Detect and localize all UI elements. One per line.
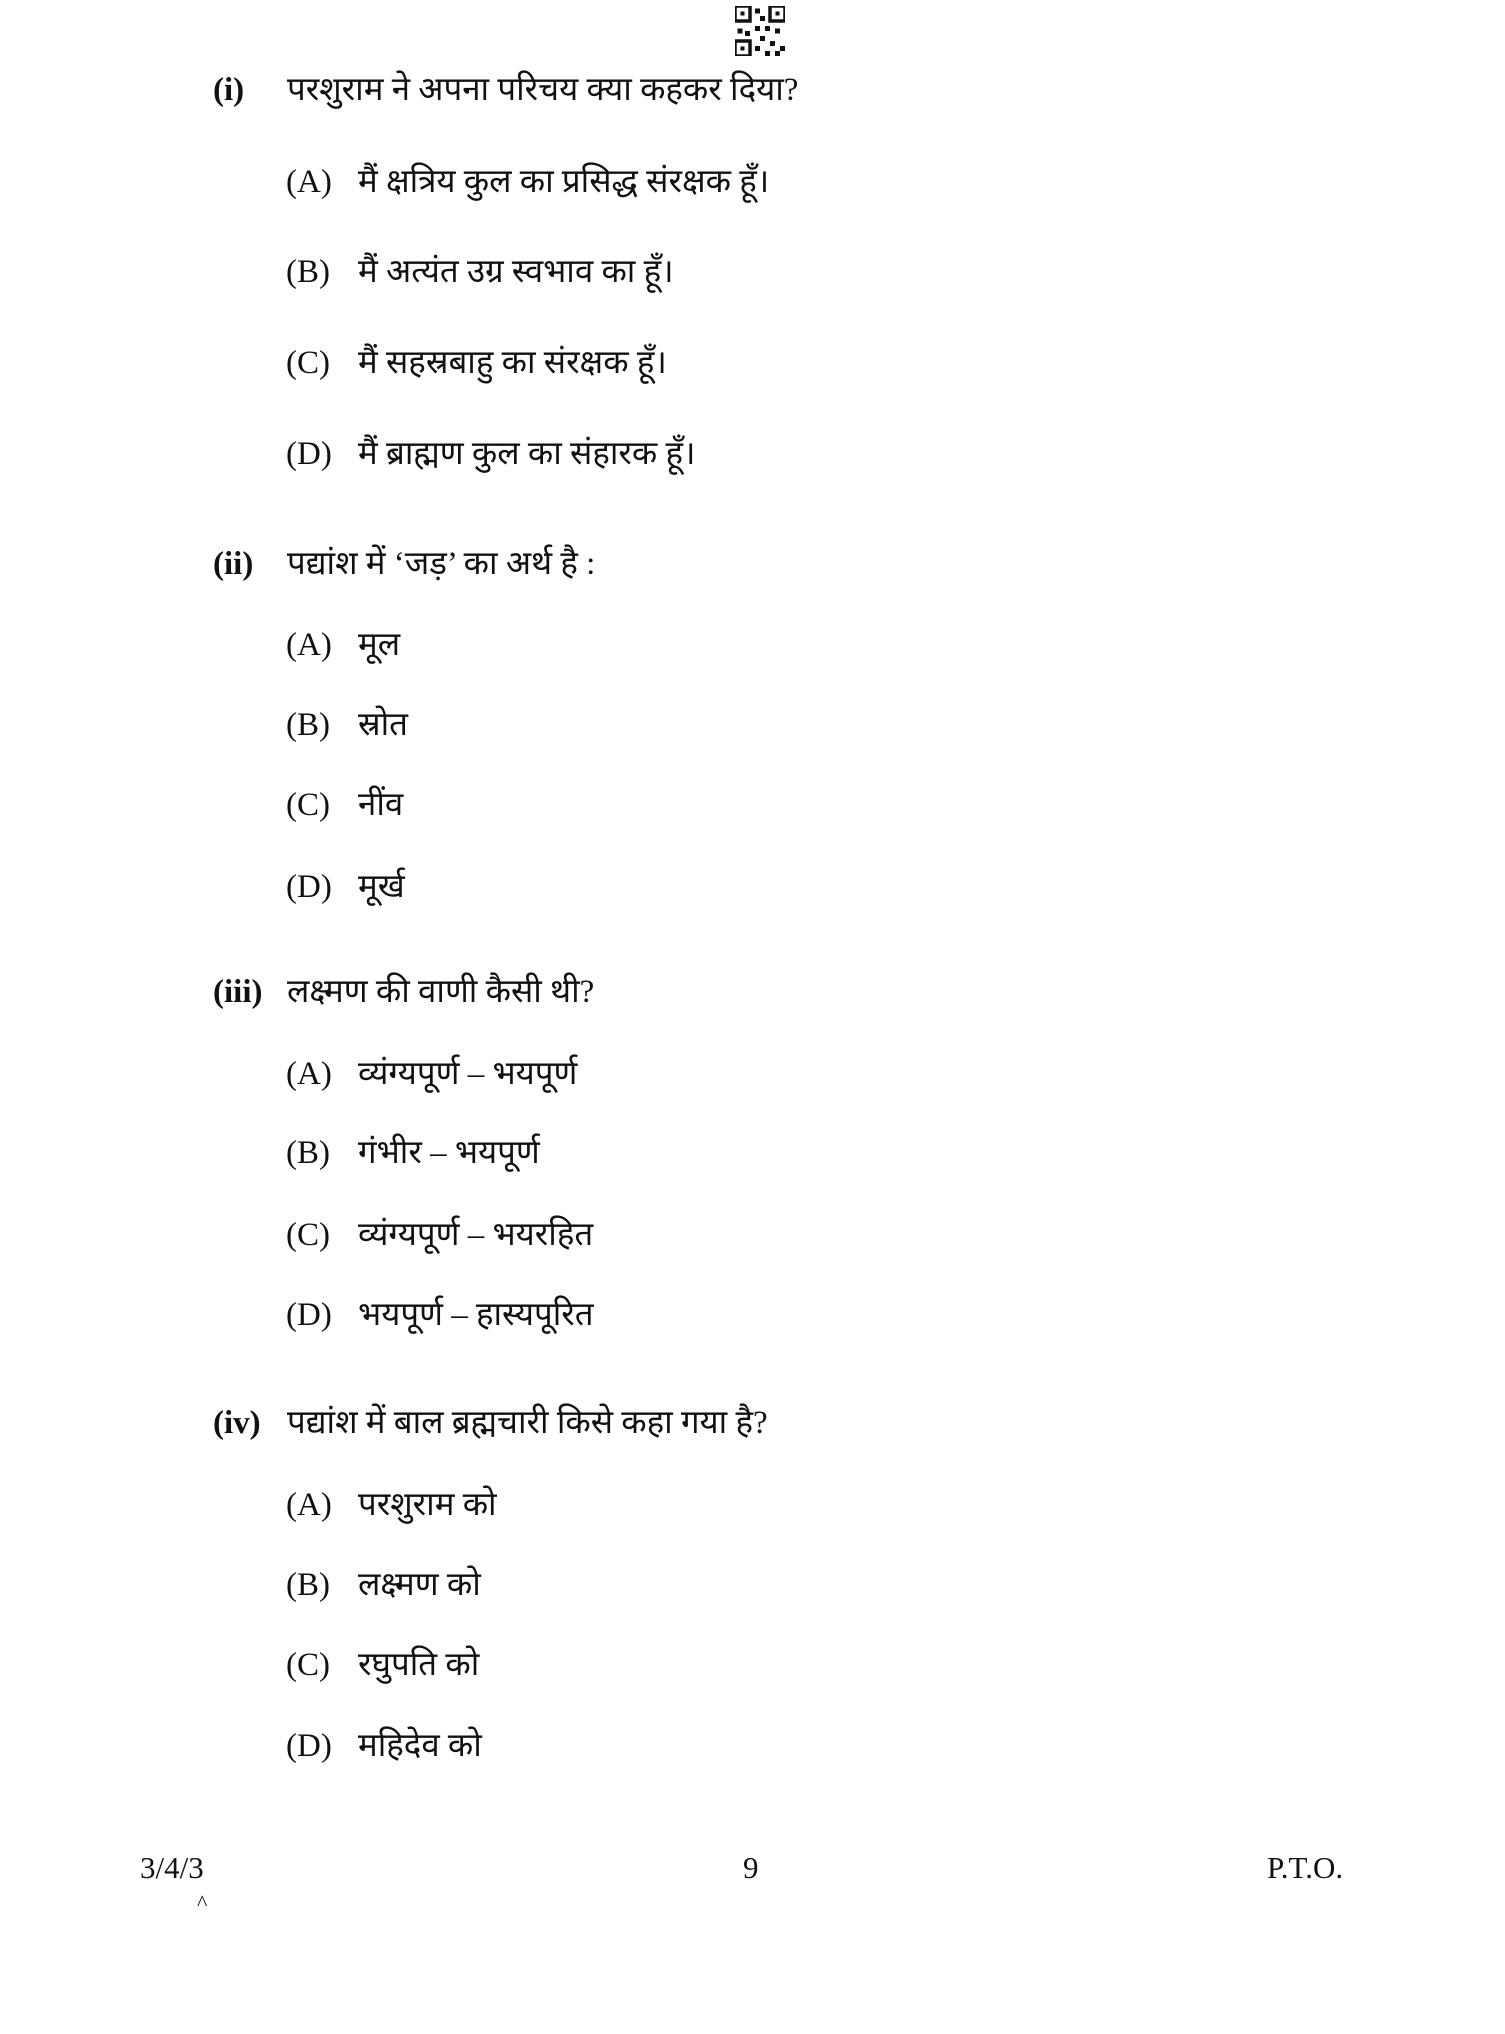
option-label: (A) — [286, 1487, 332, 1523]
option-text: मैं ब्राह्मण कुल का संहारक हूँ। — [358, 436, 696, 472]
option-text: व्यंग्यपूर्ण – भयरहित — [358, 1217, 594, 1253]
page-number: 9 — [743, 1850, 759, 1885]
option-label: (D) — [286, 1728, 332, 1764]
option-label: (D) — [286, 436, 332, 472]
option-label: (C) — [286, 787, 330, 823]
option-text: मूर्ख — [358, 869, 405, 905]
option-text: महिदेव को — [358, 1728, 482, 1764]
option-text: मूल — [358, 627, 401, 663]
option-text: रघुपति को — [358, 1647, 480, 1683]
option-label: (B) — [286, 1567, 330, 1603]
question-text: पद्यांश में बाल ब्रह्मचारी किसे कहा गया है? — [287, 1405, 768, 1441]
option-label: (B) — [286, 254, 330, 290]
option-label: (C) — [286, 1217, 330, 1253]
option-text: नींव — [358, 787, 404, 823]
question-text: पद्यांश में ‘जड़’ का अर्थ है : — [287, 546, 596, 582]
caret-mark: ^ — [197, 1890, 208, 1915]
question-number: (iv) — [213, 1405, 261, 1441]
option-text: भयपूर्ण – हास्यपूरित — [358, 1297, 594, 1333]
option-text: स्रोत — [358, 707, 408, 743]
option-label: (A) — [286, 627, 332, 663]
option-text: मैं अत्यंत उग्र स्वभाव का हूँ। — [358, 254, 674, 290]
question-number: (i) — [213, 72, 245, 108]
option-text: मैं क्षत्रिय कुल का प्रसिद्ध संरक्षक हूँ। — [358, 164, 770, 200]
question-text: लक्ष्मण की वाणी कैसी थी? — [287, 974, 595, 1010]
paper-code: 3/4/3 — [140, 1850, 204, 1885]
option-label: (A) — [286, 1056, 332, 1092]
option-label: (B) — [286, 1135, 330, 1171]
option-text: व्यंग्यपूर्ण – भयपूर्ण — [358, 1056, 578, 1092]
option-text: गंभीर – भयपूर्ण — [358, 1135, 540, 1171]
qr-code-icon — [735, 6, 785, 56]
option-text: परशुराम को — [358, 1487, 497, 1523]
please-turn-over: P.T.O. — [1267, 1850, 1344, 1885]
option-label: (B) — [286, 707, 330, 743]
option-label: (D) — [286, 869, 332, 905]
option-label: (C) — [286, 345, 330, 381]
question-text: परशुराम ने अपना परिचय क्या कहकर दिया? — [287, 72, 799, 108]
question-number: (ii) — [213, 546, 254, 582]
option-label: (D) — [286, 1297, 332, 1333]
option-label: (C) — [286, 1647, 330, 1683]
question-number: (iii) — [213, 974, 263, 1010]
option-text: मैं सहस्रबाहु का संरक्षक हूँ। — [358, 345, 667, 381]
option-text: लक्ष्मण को — [358, 1567, 481, 1603]
option-label: (A) — [286, 164, 332, 200]
